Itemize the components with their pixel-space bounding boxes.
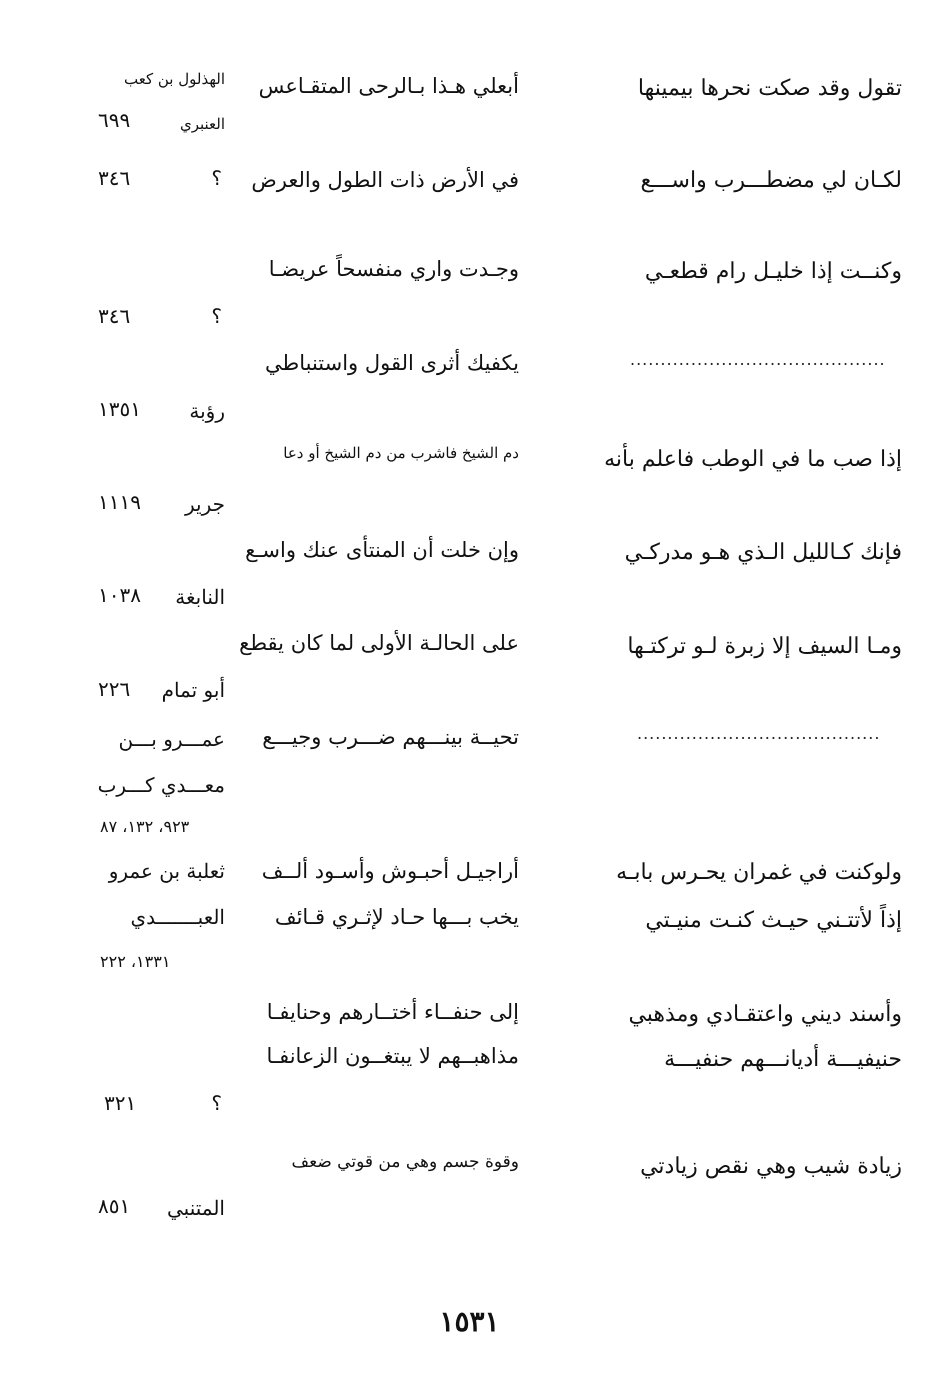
verse-second-hemistich: في الأرض ذات الطول والعرض (251, 168, 519, 192)
poet-name-cont: معـــدي كـــرب (97, 773, 225, 797)
poet-name-cont: العنبري (179, 115, 225, 133)
verse-second-hemistich-b: مذاهبــهم لا يبتغــون الزعانفـا (266, 1044, 519, 1068)
verse-first-hemistich-b: إذاً لأتتـني حيـث كنـت منيـتي (645, 908, 902, 933)
poet-name: ثعلبة بن عمرو (108, 859, 225, 883)
verse-second-hemistich-a: إلى حنفــاء أختــارهم وحنايفـا (266, 1000, 519, 1024)
verse-second-hemistich: يكفيك أثرى القول واستنباطي (265, 351, 519, 375)
verse-second-hemistich: وإن خلت أن المنتأى عنك واسـع (245, 538, 519, 562)
poet-name: جرير (185, 492, 225, 516)
page-refs: ٢٢٦ (98, 677, 131, 701)
verse-second-hemistich: وقوة جسم وهي من قوتي ضعف (291, 1152, 519, 1172)
page-refs: ١١١٩ (98, 490, 141, 514)
page-refs: ١٠٣٨ (98, 583, 141, 607)
unknown-poet-mark: ؟ (211, 304, 222, 328)
verse-first-hemistich-a: وأسند ديني واعتقـادي ومذهبي (628, 1002, 902, 1027)
unknown-poet-mark: ؟ (211, 166, 222, 190)
verse-first-hemistich: تقول وقد صكت نحرها بيمينها (637, 76, 902, 101)
verse-second-hemistich: أبعلي هـذا بـالرحى المتقـاعس (258, 74, 519, 98)
page-refs: ١٣٥١ (98, 397, 141, 421)
verse-second-hemistich: على الحالـة الأولى لما كان يقطع (239, 631, 519, 655)
page-refs: ٨٥١ (98, 1194, 131, 1218)
verse-first-hemistich: زيادة شيب وهي نقص زيادتي (640, 1154, 902, 1179)
verse-first-hemistich: فإنك كـالليل الـذي هـو مدركـي (624, 540, 902, 565)
verse-second-hemistich-b: يخب بـــها حـاد لإثـري قـائف (274, 905, 519, 929)
poet-name: أبو تمام (161, 678, 225, 702)
poet-name: عمـــرو بـــن (118, 727, 225, 751)
page-refs: ٩٢٣، ١٣٢، ٨٧ (100, 817, 190, 836)
verse-first-hemistich: إذا صب ما في الوطب فاعلم بأنه (604, 447, 902, 472)
page-refs: ٣٢١ (104, 1091, 137, 1115)
verse-first-hemistich: لكـان لي مضطـــرب واســـع (640, 168, 902, 193)
page-refs: ٣٤٦ (98, 166, 131, 190)
unknown-poet-mark: ؟ (211, 1091, 222, 1115)
verse-first-hemistich: ومـا السيف إلا زبرة لـو تركتـها (627, 634, 902, 659)
page-number: ١٥٣١ (439, 1305, 500, 1338)
poet-name: المتنبي (167, 1196, 225, 1220)
verse-second-hemistich: دم الشيخ فاشرب من دم الشيخ أو دعا (283, 444, 519, 462)
poet-name: النابغة (175, 585, 225, 609)
verse-first-hemistich-a: ولوكنت في غمران يحـرس بابـه (616, 860, 902, 885)
page-refs: ٦٩٩ (98, 108, 131, 132)
poet-name: رؤبة (189, 399, 225, 423)
omitted-hemistich-dots: .......................................... (630, 350, 886, 369)
verse-first-hemistich: وكنــت إذا خليـل رام قطعـي (644, 259, 902, 284)
page-refs: ١٣٣١، ٢٢٢ (100, 952, 171, 971)
verse-second-hemistich-a: أراجيـل أحبـوش وأسـود ألــف (261, 859, 519, 883)
omitted-hemistich-dots: ........................................ (637, 724, 881, 743)
page-refs: ٣٤٦ (98, 304, 131, 328)
verse-first-hemistich-b: حنيفيـــة أديانـــهم حنفيـــة (664, 1047, 902, 1072)
poet-name: الهذلول بن كعب (124, 70, 225, 88)
verse-second-hemistich: تحيــة بينـــهم ضـــرب وجيـــع (262, 725, 519, 749)
verse-second-hemistich: وجـدت واري منفسحاً عريضـا (268, 257, 519, 281)
poet-name-cont: العبـــــــدي (130, 905, 225, 929)
